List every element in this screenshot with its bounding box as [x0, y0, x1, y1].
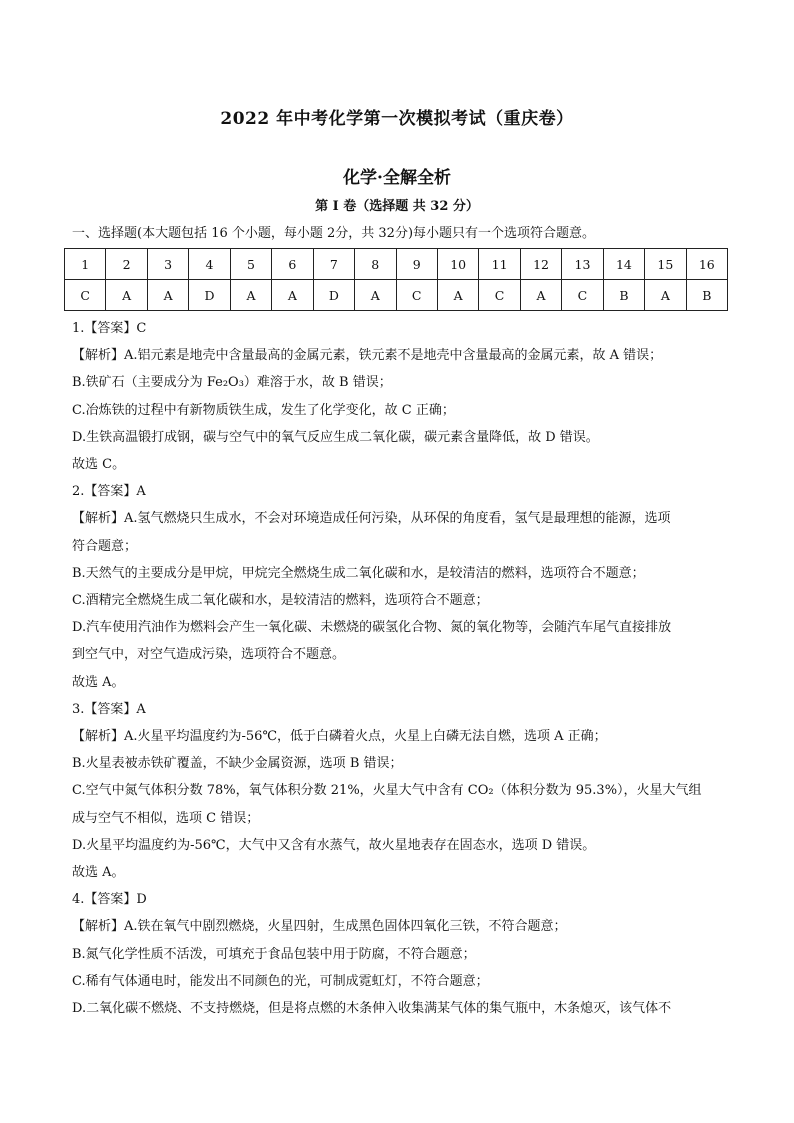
analysis-line: 【解析】A.铝元素是地壳中含量最高的金属元素，铁元素不是地壳中含量最高的金属元素，故 A 错误；	[72, 348, 663, 364]
answer-letter: A	[520, 280, 561, 311]
answer-line: 3.【答案】A	[72, 701, 146, 717]
analysis-line: B.氮气化学性质不活泼，可填充于食品包装中用于防腐，不符合题意；	[72, 946, 476, 962]
analysis-line: 到空气中，对空气造成污染，选项符合不题意。	[72, 647, 346, 663]
answer-line: 4.【答案】D	[72, 892, 147, 908]
question-number: 9	[396, 249, 437, 280]
section-instruction: 一、选择题(本大题包括 16 个小题，每小题 2分，共 32分)每小题只有一个选项符合题意。	[72, 226, 596, 241]
conclusion-line: 故选 A。	[72, 865, 125, 881]
question-number: 5	[230, 249, 271, 280]
conclusion-line: 故选 C。	[72, 457, 126, 473]
page-title: 2022 年中考化学第一次模拟考试（重庆卷）	[220, 109, 574, 129]
question-number: 11	[479, 249, 520, 280]
answer-letter: B	[686, 280, 727, 311]
question-number: 1	[65, 249, 106, 280]
question-number: 12	[520, 249, 561, 280]
analysis-line: 符合题意；	[72, 538, 138, 554]
conclusion-line: 故选 A。	[72, 674, 125, 690]
answer-table	[64, 248, 728, 311]
analysis-line: C.空气中氮气体积分数 78%，氧气体积分数 21%，火星大气中含有 CO₂（体积分数为 95.3%），火星大气组	[72, 783, 702, 799]
answer-letter: C	[562, 280, 603, 311]
analysis-line: 【解析】A.氢气燃烧只生成水，不会对环境造成任何污染，从环保的角度看，氢气是最理想的能源，选项	[72, 511, 671, 527]
answer-letter: A	[355, 280, 396, 311]
question-number: 13	[562, 249, 603, 280]
analysis-line: C.酒精完全燃烧生成二氧化碳和水，是较清洁的燃料，选项符合不题意；	[72, 593, 489, 609]
analysis-line: C.冶炼铁的过程中有新物质铁生成，发生了化学变化，故 C 正确；	[72, 402, 455, 418]
analysis-line: 【解析】A.铁在氧气中剧烈燃烧，火星四射，生成黑色固体四氧化三铁，不符合题意；	[72, 919, 567, 935]
answer-letter: C	[479, 280, 520, 311]
answer-letter: A	[230, 280, 271, 311]
answer-letter: B	[603, 280, 644, 311]
question-number: 3	[147, 249, 188, 280]
answer-line: 1.【答案】C	[72, 321, 147, 336]
answer-table-number-row	[65, 249, 728, 280]
answer-letter: C	[396, 280, 437, 311]
analysis-line: B.火星表被赤铁矿覆盖，不缺少金属资源，选项 B 错误；	[72, 756, 403, 772]
answer-letter: A	[437, 280, 478, 311]
answer-letter: A	[272, 280, 313, 311]
question-number: 14	[603, 249, 644, 280]
question-number: 8	[355, 249, 396, 280]
answer-letter: C	[65, 280, 106, 311]
analysis-line: D.汽车使用汽油作为燃料会产生一氧化碳、未燃烧的碳氢化合物、氮的氧化物等，会随汽车尾气直接排放	[72, 620, 672, 636]
analysis-line: D.二氧化碳不燃烧、不支持燃烧，但是将点燃的木条伸入收集满某气体的集气瓶中，木条熄灭，该气体不	[72, 1001, 672, 1017]
analysis-line: B.天然气的主要成分是甲烷，甲烷完全燃烧生成二氧化碳和水，是较清洁的燃料，选项符合不题意；	[72, 565, 645, 581]
analysis-line: B.铁矿石（主要成分为 Fe₂O₃）难溶于水，故 B 错误；	[72, 375, 392, 391]
explanation-body	[72, 315, 727, 1022]
analysis-line: D.生铁高温锻打成钢，碳与空气中的氧气反应生成二氧化碳，碳元素含量降低，故 D 错误。	[72, 429, 599, 445]
answer-letter: A	[106, 280, 147, 311]
question-number: 6	[272, 249, 313, 280]
answer-line: 2.【答案】A	[72, 484, 146, 500]
part-heading: 第 I 卷（选择题 共 32 分）	[315, 199, 479, 214]
answer-letter: D	[313, 280, 354, 311]
analysis-line: C.稀有气体通电时，能发出不同颜色的光，可制成霓虹灯，不符合题意；	[72, 973, 489, 989]
answer-table-answer-row	[65, 280, 728, 311]
answer-letter: D	[189, 280, 230, 311]
analysis-line: 成与空气不相似，选项 C 错误；	[72, 810, 260, 826]
answer-letter: A	[147, 280, 188, 311]
analysis-line: 【解析】A.火星平均温度约为-56℃，低于白磷着火点，火星上白磷无法自燃，选项 A 正确；	[72, 729, 607, 745]
question-number: 7	[313, 249, 354, 280]
question-number: 10	[437, 249, 478, 280]
question-number: 15	[645, 249, 686, 280]
question-number: 16	[686, 249, 727, 280]
answer-letter: A	[645, 280, 686, 311]
page-subtitle: 化学·全解全析	[343, 168, 451, 188]
question-number: 4	[189, 249, 230, 280]
analysis-line: D.火星平均温度约为-56℃，大气中又含有水蒸气，故火星地表存在固态水，选项 D 错误。	[72, 837, 596, 853]
question-number: 2	[106, 249, 147, 280]
